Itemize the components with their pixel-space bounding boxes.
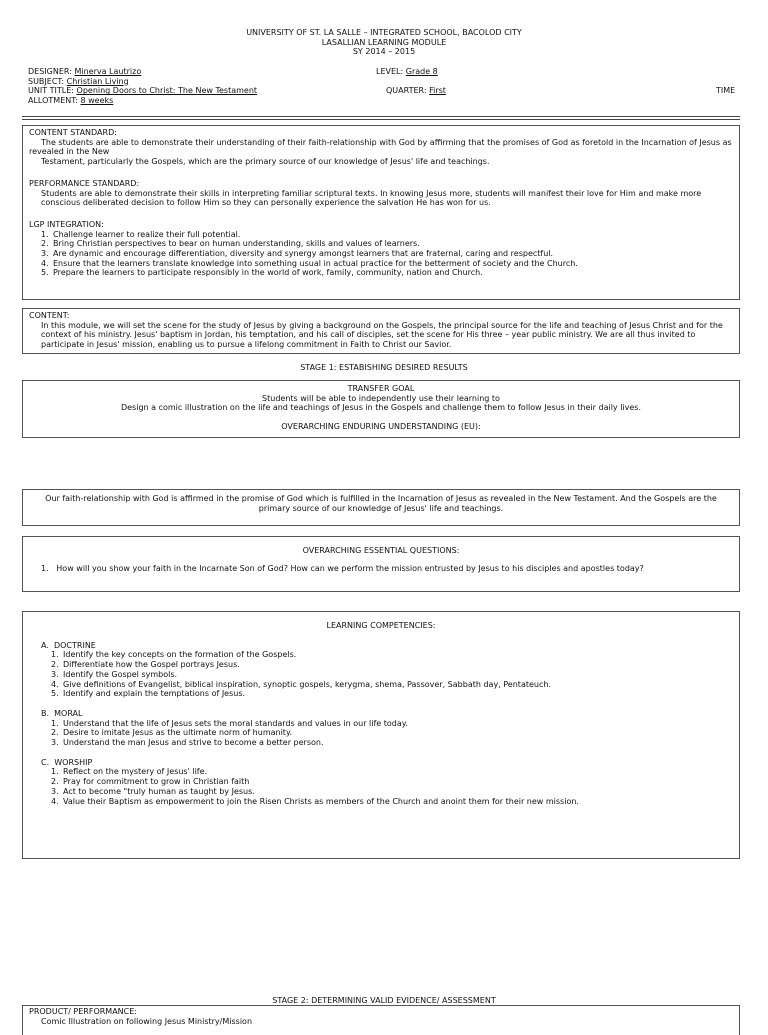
list-item: 2. Desire to imitate Jesus as the ultimate norm of humanity. [51, 728, 293, 738]
competencies-title: LEARNING COMPETENCIES: [326, 621, 436, 630]
eu-text: Our faith-relationship with God is affirmed in the promise of God which is fulfilled in the Incarnation of Jesus as revealed in the New Testament. And the Gospels are the primary source of our knowledge of Jesus' life and teachings. [45, 494, 717, 513]
subject-row: SUBJECT: Christian Living [28, 76, 129, 86]
designer-value: Minerva Lautrizo [74, 67, 142, 76]
product-text: Comic Illustration on following Jesus Ministry/Mission [41, 1016, 253, 1026]
quarter-row: QUARTER: First [386, 86, 446, 95]
product-label: PRODUCT/ PERFORMANCE: [29, 1007, 137, 1016]
eu-title: OVERARCHING ENDURING UNDERSTANDING (EU): [281, 422, 481, 432]
transfer-goal-box [22, 380, 740, 438]
list-item: 3. Are dynamic and encourage differentiation, diversity and synergy amongst learners that are fraternal, caring and respectful. [41, 249, 554, 259]
list-item: 1. Understand that the life of Jesus sets the moral standards and values in our life today. [51, 718, 408, 728]
performance-standard-text: Students are able to demonstrate their skills in interpreting familiar scriptural texts. In knowing Jesus more, students will manifest their love for Him and make more conscious deliberated decision to follow Him so they can personally experience the salvation He has won for us. [41, 188, 702, 208]
list-item: 2. Differentiate how the Gospel portrays Jesus. [51, 660, 240, 670]
stage1-title: STAGE 1: ESTABISHING DESIRED RESULTS [300, 363, 468, 372]
subject-value: Christian Living [66, 76, 129, 86]
quarter-value: First [429, 86, 446, 95]
list-item: 4. Give definitions of Evangelist, biblical inspiration, synoptic gospels, kerygma, shema, Passover, Sabbath day, Pentateuch. [51, 679, 551, 689]
time-label: TIME [716, 86, 736, 95]
content-text: In this module, we will set the scene for the study of Jesus by giving a background on the Gospels, the principal source for the life and teaching of Jesus Christ and for the context of his ministry. Jesus' baptism in Jordan, his temptation, and his call of disciples, set the scene for His three – year public ministry. We are all thus invited to participate in Jesus' mission, enabling us to pursue a lifelong commitment in Faith to Christ our Savior. [41, 320, 723, 350]
list-item: 1. Reflect on the mystery of Jesus' life. [51, 767, 208, 777]
moral-list [41, 719, 731, 748]
standards-box [22, 125, 740, 300]
list-item: 5. Identify and explain the temptations of Jesus. [51, 689, 246, 699]
content-label: CONTENT: [29, 311, 70, 320]
allotment-row: ALLOTMENT: 8 weeks [28, 96, 114, 106]
doctrine-list [41, 650, 731, 699]
eq-item: 1. How will you show your faith in the Incarnate Son of God? How can we perform the mission entrusted by Jesus to his disciples and apostles today? [41, 563, 644, 573]
header-divider-bottom [22, 119, 740, 120]
allotment-value: 8 weeks [80, 96, 114, 106]
school-name: UNIVERSITY OF ST. LA SALLE – INTEGRATED SCHOOL, BACOLOD CITY [246, 28, 522, 37]
stage2-title: STAGE 2: DETERMINING VALID EVIDENCE/ ASSESSMENT [272, 996, 496, 1005]
eu-box [22, 489, 740, 526]
content-box [22, 308, 740, 354]
document-header [0, 28, 768, 57]
list-item: 1. Challenge learner to realize their full potential. [41, 229, 241, 239]
meta-left [28, 67, 428, 106]
lgp-list [29, 230, 733, 279]
designer-row: DESIGNER: Minerva Lautrizo [28, 67, 142, 76]
content-standard-label: CONTENT STANDARD: [29, 128, 117, 137]
lgp-integration-label: LGP INTEGRATION: [29, 219, 104, 229]
list-item: 1. Identify the key concepts on the formation of the Gospels. [51, 650, 297, 660]
list-item: 3. Act to become "truly human as taught by Jesus. [51, 786, 255, 796]
module-title: LASALLIAN LEARNING MODULE [321, 37, 447, 47]
doctrine-heading: A. DOCTRINE [41, 640, 96, 650]
worship-list [41, 767, 731, 806]
unit-title-row: UNIT TITLE: Opening Doors to Christ: The New Testament [28, 86, 258, 96]
transfer-goal-line2: Design a comic illustration on the life and teachings of Jesus in the Gospels and challenge them to follow Jesus in their daily lives. [120, 403, 642, 413]
list-item: 3. Understand the man Jesus and strive to become a better person. [51, 738, 324, 748]
header-divider-top [22, 116, 740, 117]
product-box [22, 1005, 740, 1035]
list-item: 2. Bring Christian perspectives to bear on human understanding, skills and values of learners. [41, 239, 420, 249]
level-value: Grade 8 [405, 67, 438, 76]
essential-questions-box [22, 536, 740, 592]
content-standard-text-2: Testament, particularly the Gospels, which are the primary source of our knowledge of Jesus' life and teachings. [41, 157, 490, 167]
level-row: LEVEL: Grade 8 [376, 67, 462, 77]
moral-group [31, 709, 731, 748]
doctrine-group [31, 641, 731, 699]
transfer-goal-title: TRANSFER GOAL [347, 384, 415, 393]
list-item: 2. Pray for commitment to grow in Christian faith [51, 777, 250, 787]
performance-standard-label: PERFORMANCE STANDARD: [29, 178, 140, 188]
school-year: SY 2014 – 2015 [352, 47, 416, 57]
transfer-goal-line1: Students will be able to independently use their learning to [262, 393, 500, 403]
worship-group [31, 758, 731, 807]
eq-title: OVERARCHING ESSENTIAL QUESTIONS: [302, 546, 460, 555]
list-item: 5. Prepare the learners to participate responsibly in the world of work, family, community, nation and Church. [41, 268, 483, 278]
list-item: 3. Identify the Gospel symbols. [51, 669, 178, 679]
competencies-box [22, 611, 740, 859]
moral-heading: B. MORAL [41, 708, 83, 718]
worship-heading: C. WORSHIP [41, 757, 93, 767]
content-standard-text: The students are able to demonstrate their understanding of their faith-relationship with God by affirming that the promises of God as foretold in the Incarnation of Jesus as revealed in the New [29, 137, 732, 157]
list-item: 4. Value their Baptism as empowerment to join the Risen Christs as members of the Church and anoint them for their new mission. [51, 796, 579, 806]
list-item: 4. Ensure that the learners translate knowledge into something usual in actual practice for the betterment of society and the Church. [41, 258, 578, 268]
unit-title-value: Opening Doors to Christ: The New Testament [76, 86, 258, 96]
